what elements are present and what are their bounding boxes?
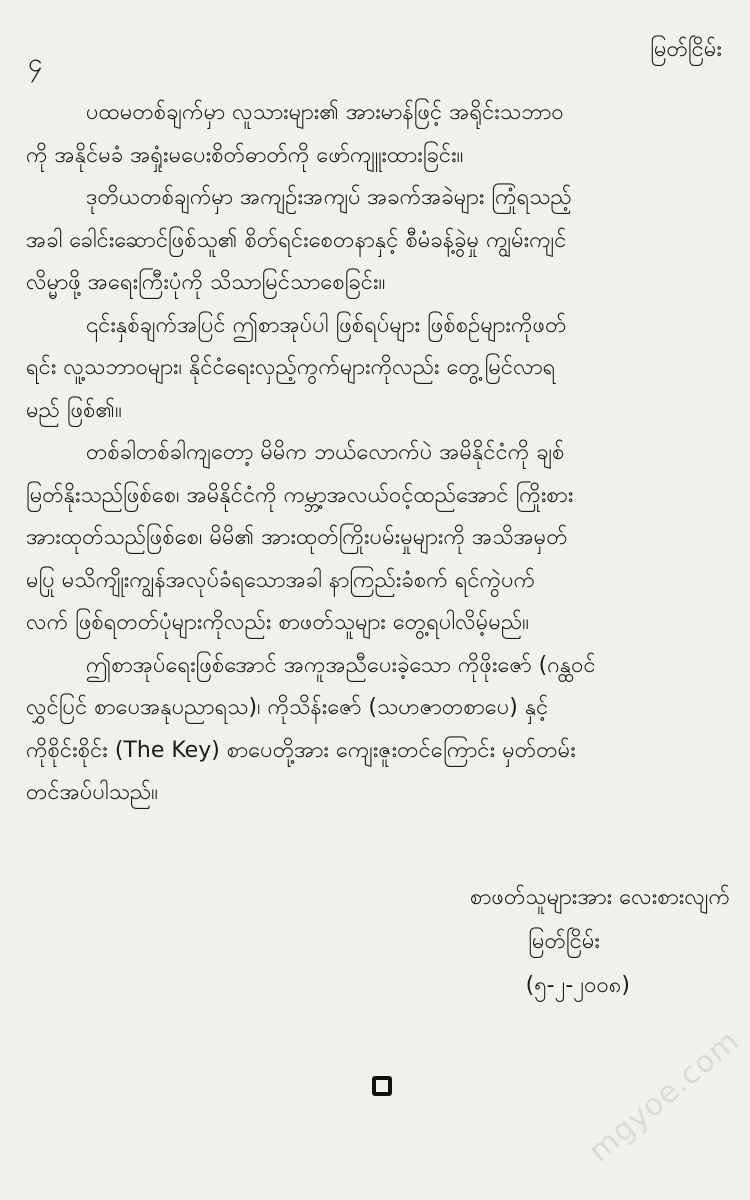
paragraph-line: လွှင်ပြင် စာပေအနုပညာရသ)၊ ကိုသိန်းဇော် (သဟဇာတစာပေ) နှင့် (26, 695, 549, 720)
paragraph-line: လက် ဖြစ်ရတတ်ပုံများကိုလည်း စာဖတ်သူများ တွေ့ရပါလိမ့်မည်။ (26, 610, 529, 635)
body-text (26, 92, 726, 815)
signature-block (290, 876, 730, 1008)
paragraph-line: လိမ္မာဖို့ အရေးကြီးပုံကို သိသာမြင်သာစေခြင်း။ (26, 270, 386, 295)
paragraph-line: ၎င်းနှစ်ချက်အပြင် ဤစာအုပ်ပါ ဖြစ်ရပ်များ ဖြစ်စဉ်များကိုဖတ် (86, 312, 567, 338)
paragraph-line: မြတ်နိုးသည်ဖြစ်စေ၊ အမိနိုင်ငံကို ကမ္ဘာ့အလယ်ဝင့်ထည်အောင် ကြိုးစား (26, 482, 574, 508)
end-mark-icon (372, 1076, 392, 1096)
signature-author: မြတ်ငြိမ်း (528, 929, 600, 954)
paragraph-line: ဤစာအုပ်ရေးဖြစ်အောင် အကူအညီပေးခဲ့သော ကိုဖိုးဇော် (ဂန္ထဝင် (86, 652, 596, 678)
paragraph-line: ဒုတိယတစ်ချက်မှာ အကျဉ်းအကျပ် အခက်အခဲများ ကြုံရသည့် (86, 185, 572, 210)
paragraph-line: တင်အပ်ပါသည်။ (26, 780, 158, 805)
paragraph-line: အခါ ခေါင်းဆောင်ဖြစ်သူ၏ စိတ်ရင်းစေတနာနှင့် စီမံခန့်ခွဲမှု ကျွမ်းကျင် (26, 227, 567, 253)
paragraph-line: မပြု မသိကျိုးကျွန်အလုပ်ခံရသောအခါ နာကြည်းခံစက် ရင်ကွဲပက် (26, 567, 536, 593)
watermark: mgyoe.com (581, 1023, 746, 1170)
paragraph-line: ကိုစိုင်းစိုင်း (The Key) စာပေတို့အား ကျေးဇူးတင်ကြောင်း မှတ်တမ်း (26, 737, 576, 763)
running-header: မြတ်ငြိမ်း (650, 37, 722, 62)
page-number: ၄ (28, 48, 43, 78)
paragraph-line: ကို အနိုင်မခံ အရှုံးမပေးစိတ်ဓာတ်ကို ဖော်ကျူးထားခြင်း။ (26, 142, 464, 168)
paragraph-line: တစ်ခါတစ်ခါကျတော့ မိမိက ဘယ်လောက်ပဲ အမိနိုင်ငံကို ချစ် (86, 440, 565, 465)
paragraph-line: ပထမတစ်ချက်မှာ လူသားများ၏ အားမာန်ဖြင့် အရိုင်းသဘာဝ (86, 100, 564, 125)
paragraph-line: မည် ဖြစ်၏။ (26, 397, 122, 423)
signature-date: (၅-၂-၂၀၀၈) (525, 973, 630, 998)
signature-salutation: စာဖတ်သူများအား လေးစားလျက် (470, 885, 730, 910)
paragraph-line: ရင်း လူ့သဘာဝများ၊ နိုင်ငံရေးလှည့်ကွက်များကိုလည်း တွေ့မြင်လာရ (26, 355, 556, 380)
paragraph-line: အားထုတ်သည်ဖြစ်စေ၊ မိမိ၏ အားထုတ်ကြိုးပမ်းမှုများကို အသိအမှတ် (26, 525, 568, 550)
